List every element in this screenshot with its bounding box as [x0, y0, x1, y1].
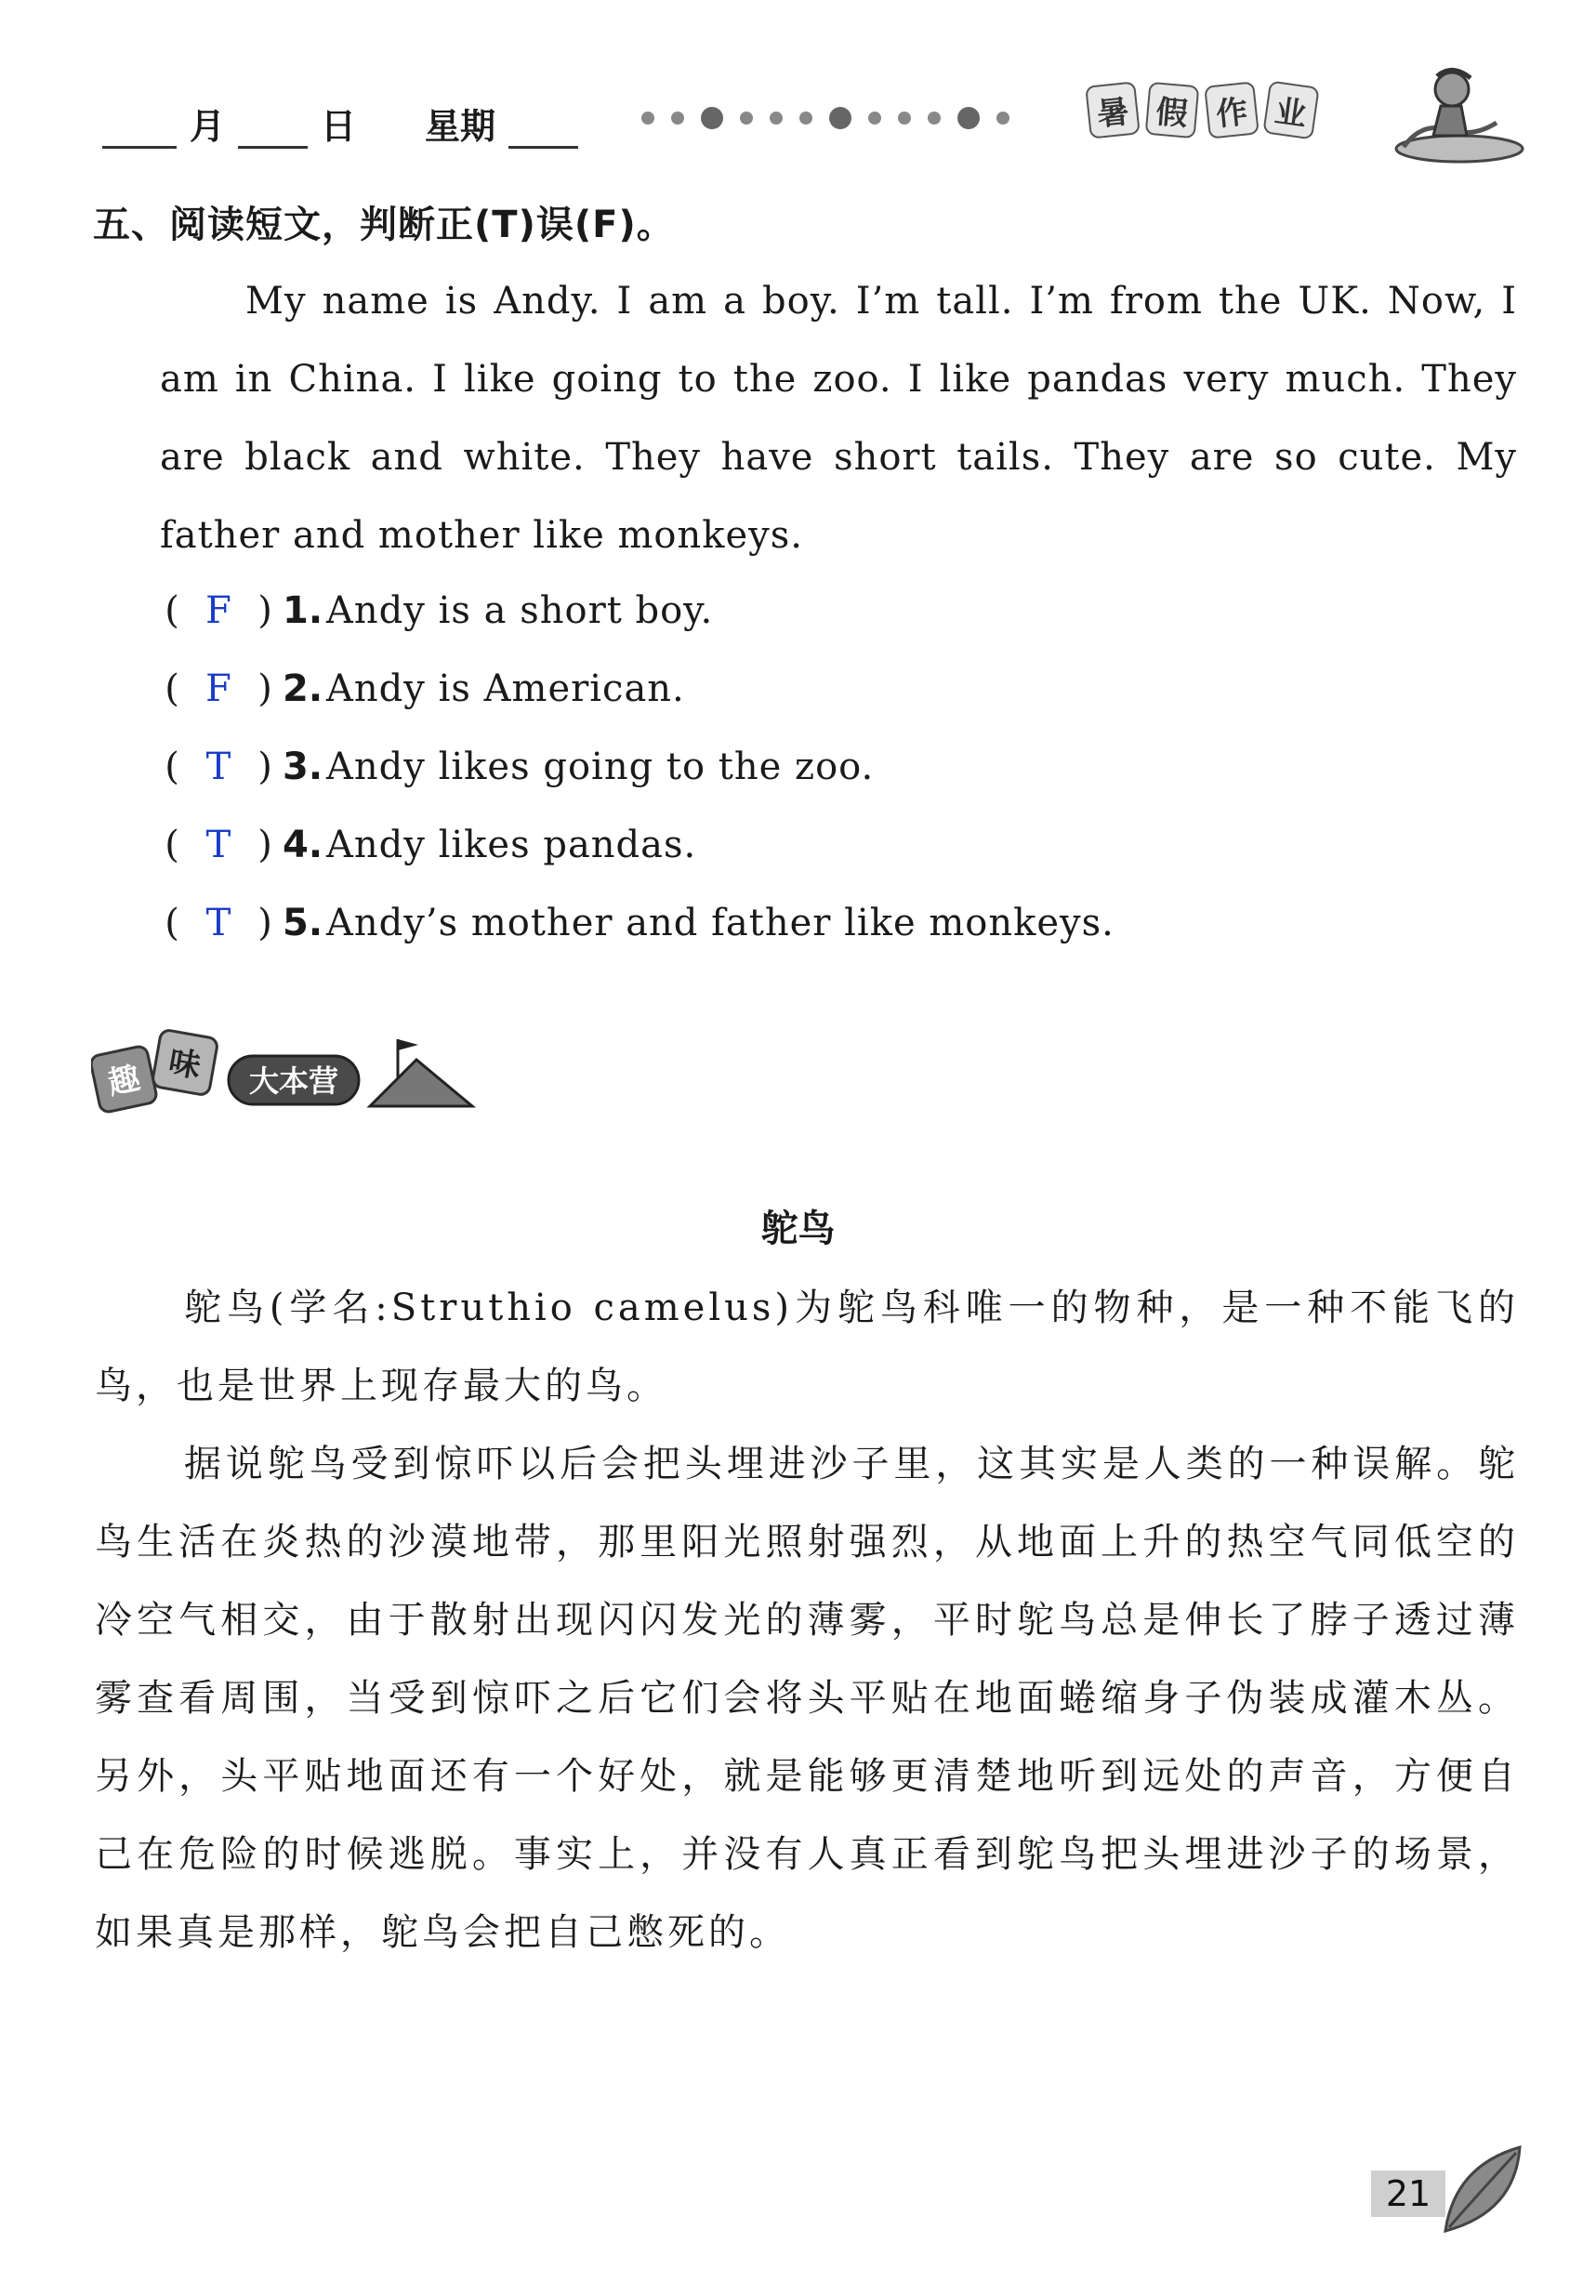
page-number: 21 [1371, 2171, 1445, 2217]
leaf-icon [1436, 2138, 1529, 2240]
dot [641, 112, 654, 125]
dot [740, 112, 753, 125]
question-number: 3. [283, 746, 323, 788]
dot [868, 112, 881, 125]
dot [829, 107, 851, 129]
banner-char: 味 [165, 1043, 204, 1086]
surfer-mascot-icon [1385, 65, 1524, 167]
brand-char: 暑 [1085, 81, 1141, 139]
dot [799, 112, 812, 125]
question-list [158, 572, 1115, 962]
question-text: Andy is a short boy. [326, 589, 714, 632]
open-paren: ( [165, 824, 179, 866]
dot [701, 107, 723, 129]
open-paren: ( [165, 746, 179, 788]
close-paren: ) [257, 746, 272, 788]
question-row [158, 650, 1115, 728]
close-paren: ) [257, 589, 272, 632]
dot [671, 112, 684, 125]
question-row [158, 728, 1115, 806]
question-text: Andy’s mother and father like monkeys. [326, 902, 1115, 944]
dot [770, 112, 783, 125]
article-paragraph: 鸵鸟(学名:Struthio camelus)为鸵鸟科唯一的物种，是一种不能飞的鸟，也是世界上现存最大的鸟。 [95, 1287, 1519, 1407]
date-fields [102, 98, 578, 149]
dot [957, 107, 980, 129]
brand-char: 假 [1145, 82, 1200, 139]
section-title: 五、阅读短文，判断正(T)误(F)。 [93, 204, 675, 246]
brand-char: 业 [1262, 81, 1319, 140]
tent-icon [370, 1060, 472, 1106]
weekday-label: 星期 [425, 106, 496, 147]
month-blank [102, 109, 177, 149]
summer-homework-logo [1088, 84, 1316, 137]
article-title: 鸵鸟 [760, 1207, 836, 1250]
dot [898, 112, 911, 125]
question-text: Andy likes pandas. [326, 824, 697, 866]
question-number: 1. [283, 589, 323, 632]
banner-label: 大本营 [248, 1063, 339, 1099]
reading-passage [160, 262, 1517, 574]
decorative-dots [641, 107, 1009, 129]
passage-text: My name is Andy. I am a boy. I’m tall. I’m from the UK. Now, I am in China. I like going to the zoo. I like pandas very much. They are black and white. They have short tails. They are so cute. My father and mother like monkeys. [160, 280, 1517, 557]
answer-mark: T [205, 902, 231, 944]
brand-char: 作 [1204, 81, 1260, 139]
answer-mark: F [205, 667, 231, 710]
question-number: 5. [283, 902, 323, 944]
banner-char: 趣 [104, 1059, 144, 1103]
question-text: Andy likes going to the zoo. [326, 746, 875, 788]
question-row [158, 806, 1115, 884]
answer-mark: T [205, 824, 231, 866]
page-header [102, 88, 1534, 172]
weekday-blank [508, 109, 578, 149]
dot [928, 112, 941, 125]
question-number: 2. [283, 667, 323, 710]
open-paren: ( [165, 902, 179, 944]
answer-mark: T [205, 746, 231, 788]
article-paragraph: 据说鸵鸟受到惊吓以后会把头埋进沙子里，这其实是人类的一种误解。鸵鸟生活在炎热的沙漠地带，那里阳光照射强烈，从地面上升的热空气同低空的冷空气相交，由于散射出现闪闪发光的薄雾，平时鸵鸟总是伸长了脖子透过薄雾查看周围，当受到惊吓之后它们会将头平贴在地面蜷缩身子伪装成灌木丛。另外，头平贴地面还有一个好处，就是能够更清楚地听到远处的声音，方便自己在危险的时候逃脱。事实上，并没有人真正看到鸵鸟把头埋进沙子的场景，如果真是那样，鸵鸟会把自己憋死的。 [95, 1443, 1519, 1954]
question-row [158, 572, 1115, 650]
answer-mark: F [205, 589, 231, 632]
question-text: Andy is American. [326, 667, 685, 710]
close-paren: ) [257, 902, 272, 944]
month-label: 月 [190, 106, 226, 147]
dot [996, 112, 1009, 125]
fun-camp-banner [91, 1023, 481, 1125]
close-paren: ) [257, 667, 272, 710]
open-paren: ( [165, 589, 179, 632]
open-paren: ( [165, 667, 179, 710]
article-body [95, 1269, 1519, 1972]
day-blank [238, 109, 308, 149]
day-label: 日 [321, 106, 357, 147]
question-number: 4. [283, 824, 323, 866]
question-row [158, 884, 1115, 962]
close-paren: ) [257, 824, 272, 866]
